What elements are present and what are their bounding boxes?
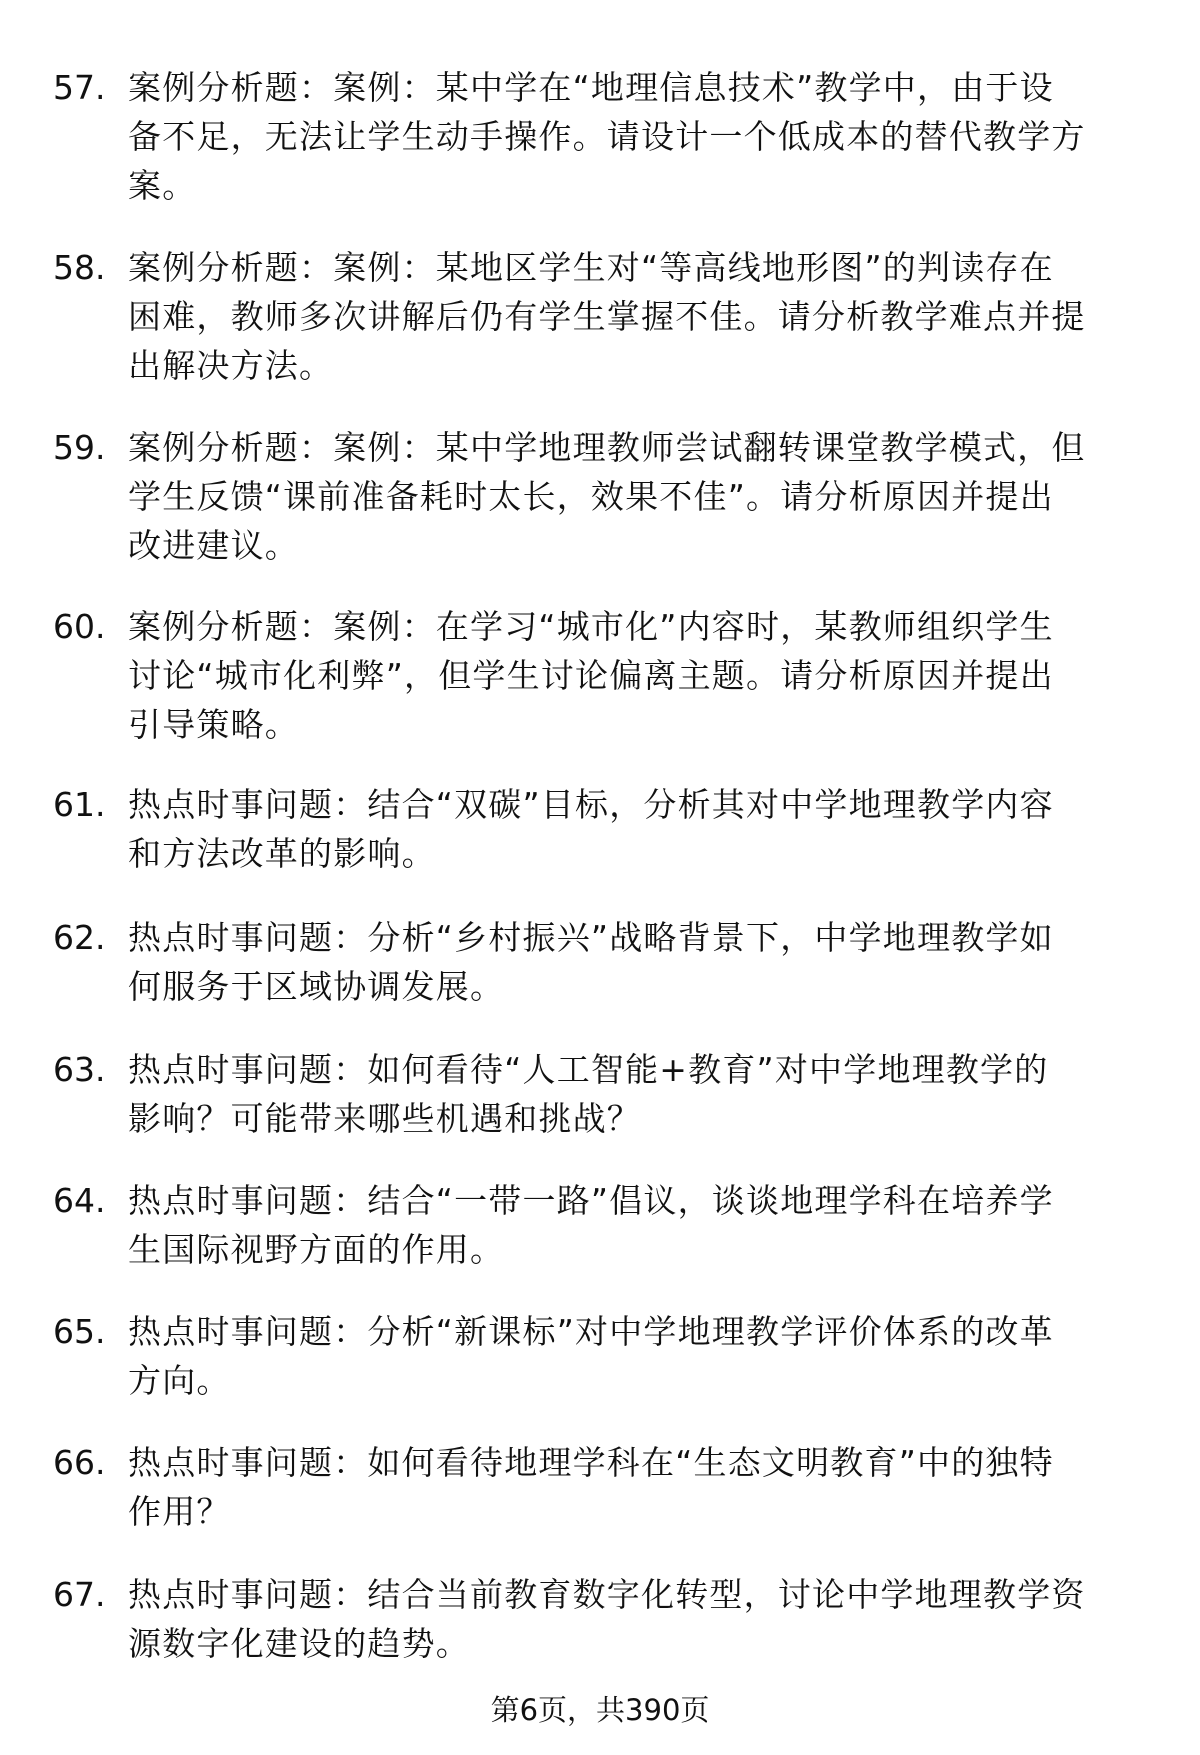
question-number: 60. (53, 607, 106, 646)
question-text-line: 案例分析题：案例：某地区学生对“等高线地形图”的判读存在 (128, 248, 1054, 287)
question-text-line: 备不足，无法让学生动手操作。请设计一个低成本的替代教学方 (128, 117, 1086, 156)
question-text-line: 出解决方法。 (128, 346, 334, 385)
question-number: 59. (53, 428, 106, 467)
question-text-line: 困难，教师多次讲解后仍有学生掌握不佳。请分析教学难点并提 (128, 297, 1086, 336)
question-text (128, 243, 1168, 390)
question-text-line: 源数字化建设的趋势。 (128, 1624, 470, 1663)
question-number: 65. (53, 1312, 106, 1351)
question-text-line: 热点时事问题：结合“一带一路”倡议，谈谈地理学科在培养学 (128, 1181, 1054, 1220)
question-number: 67. (53, 1575, 106, 1614)
question-text (128, 63, 1168, 210)
question-text-line: 影响？可能带来哪些机遇和挑战？ (128, 1099, 641, 1138)
question-text-line: 方向。 (128, 1361, 231, 1400)
question-number: 62. (53, 918, 106, 957)
question-number: 64. (53, 1181, 106, 1220)
question-text-line: 改进建议。 (128, 526, 299, 565)
question-text (128, 602, 1168, 749)
question-number: 66. (53, 1443, 106, 1482)
question-text (128, 423, 1168, 570)
question-text (128, 1176, 1168, 1274)
question-number: 61. (53, 785, 106, 824)
question-text (128, 780, 1168, 878)
question-text-line: 热点时事问题：结合“双碳”目标，分析其对中学地理教学内容 (128, 785, 1054, 824)
question-text-line: 讨论“城市化利弊”，但学生讨论偏离主题。请分析原因并提出 (128, 656, 1054, 695)
page-number: 第6页，共390页 (490, 1693, 710, 1727)
question-text-line: 热点时事问题：如何看待“人工智能+教育”对中学地理教学的 (128, 1050, 1049, 1089)
question-text-line: 何服务于区域协调发展。 (128, 967, 505, 1006)
question-text (128, 913, 1168, 1011)
question-text-line: 热点时事问题：分析“乡村振兴”战略背景下，中学地理教学如 (128, 918, 1054, 957)
question-text-line: 热点时事问题：如何看待地理学科在“生态文明教育”中的独特 (128, 1443, 1054, 1482)
question-number: 57. (53, 68, 106, 107)
question-text (128, 1570, 1168, 1668)
question-text-line: 和方法改革的影响。 (128, 834, 436, 873)
question-text-line: 案例分析题：案例：某中学地理教师尝试翻转课堂教学模式，但 (128, 428, 1086, 467)
question-text (128, 1045, 1168, 1143)
question-text-line: 学生反馈“课前准备耗时太长，效果不佳”。请分析原因并提出 (128, 477, 1054, 516)
question-number: 58. (53, 248, 106, 287)
question-text-line: 生国际视野方面的作用。 (128, 1230, 505, 1269)
question-text (128, 1438, 1168, 1536)
question-text-line: 引导策略。 (128, 705, 299, 744)
question-text-line: 热点时事问题：结合当前教育数字化转型，讨论中学地理教学资 (128, 1575, 1086, 1614)
question-text-line: 案。 (128, 166, 197, 205)
question-text (128, 1307, 1168, 1405)
question-text-line: 作用？ (128, 1492, 231, 1531)
question-text-line: 热点时事问题：分析“新课标”对中学地理教学评价体系的改革 (128, 1312, 1054, 1351)
question-number: 63. (53, 1050, 106, 1089)
question-text-line: 案例分析题：案例：某中学在“地理信息技术”教学中，由于设 (128, 68, 1054, 107)
question-text-line: 案例分析题：案例：在学习“城市化”内容时，某教师组织学生 (128, 607, 1054, 646)
